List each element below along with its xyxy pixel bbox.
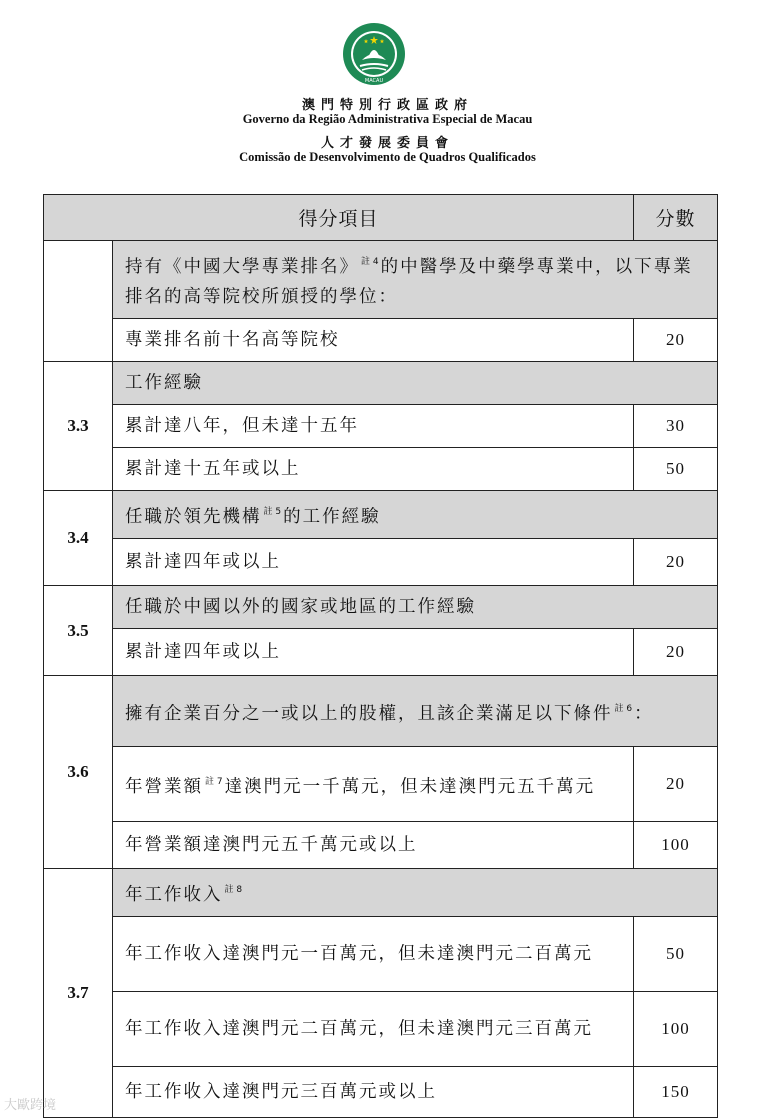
column-header-score: 分數 xyxy=(634,195,718,241)
score-value: 100 xyxy=(634,992,718,1067)
criterion-item: 年工作收入達澳門元一百萬元，但未達澳門元二百萬元 xyxy=(113,917,634,992)
table-row xyxy=(44,362,718,405)
criterion-heading: 擁有企業百分之一或以上的股權，且該企業滿足以下條件 $^{註 6}$ ： xyxy=(113,676,718,747)
section-number: 3.6 xyxy=(44,676,113,869)
column-header-item: 得分項目 xyxy=(44,195,634,241)
table-row xyxy=(44,917,718,992)
criterion-item: 累計達十五年或以上 xyxy=(113,448,634,491)
footnote-ref: 註 7 xyxy=(205,776,223,787)
table-row xyxy=(44,539,718,586)
criterion-heading: 持有《中國大學專業排名》 $^{註 4}$ 的中醫學及中藥學專業中，以下專業排名的高等院校所頒授的學位： xyxy=(113,241,718,319)
footnote-ref: 註 4 xyxy=(361,257,379,267)
score-value: 20 xyxy=(634,747,718,822)
table-row xyxy=(44,1067,718,1118)
footnote-ref: 註 5 xyxy=(263,507,282,517)
table-row xyxy=(44,869,718,917)
table-row xyxy=(44,491,718,539)
scoring-table xyxy=(43,194,718,1118)
criterion-heading: 年工作收入 $^{註 8}$ xyxy=(113,869,718,917)
department-name-portuguese: Comissão de Desenvolvimento de Quadros Qualificados xyxy=(239,150,536,164)
criterion-item: 年營業額達澳門元五千萬元或以上 xyxy=(113,822,634,869)
macau-emblem-icon xyxy=(342,22,406,86)
criterion-item: 累計達八年，但未達十五年 xyxy=(113,405,634,448)
criterion-item: 累計達四年或以上 xyxy=(113,539,634,586)
table-row xyxy=(44,676,718,747)
table-row xyxy=(44,319,718,362)
score-value: 20 xyxy=(634,629,718,676)
table-header-row xyxy=(44,195,718,241)
criterion-item: 專業排名前十名高等院校 xyxy=(113,319,634,362)
table-row xyxy=(44,586,718,629)
criterion-item: 年營業額 $^{註 7}$ 達澳門元一千萬元，但未達澳門元五千萬元 xyxy=(113,747,634,822)
criterion-item: 累計達四年或以上 xyxy=(113,629,634,676)
score-value: 20 xyxy=(634,319,718,362)
table-row xyxy=(44,448,718,491)
score-value: 30 xyxy=(634,405,718,448)
table-row xyxy=(44,405,718,448)
department-name-chinese: 人才發展委員會 xyxy=(320,136,454,151)
score-value: 20 xyxy=(634,539,718,586)
section-number: 3.4 xyxy=(44,491,113,586)
table-row xyxy=(44,822,718,869)
footnote-ref: 註 6 xyxy=(614,703,633,714)
criterion-heading: 任職於領先機構 $^{註 5}$ 的工作經驗 xyxy=(113,491,718,539)
government-name-chinese: 澳門特別行政區政府 xyxy=(301,98,473,113)
government-name-portuguese: Governo da Região Administrativa Especial de Macau xyxy=(242,112,533,126)
criterion-item: 年工作收入達澳門元三百萬元或以上 xyxy=(113,1067,634,1118)
section-number: 3.3 xyxy=(44,362,113,491)
score-value: 150 xyxy=(634,1067,718,1118)
watermark: 大歐跨境 xyxy=(4,1098,57,1113)
score-value: 50 xyxy=(634,917,718,992)
footnote-ref: 註 8 xyxy=(224,885,243,895)
criterion-item: 年工作收入達澳門元二百萬元，但未達澳門元三百萬元 xyxy=(113,992,634,1067)
criterion-heading: 工作經驗 xyxy=(113,362,718,405)
table-row xyxy=(44,992,718,1067)
section-number: 3.5 xyxy=(44,586,113,676)
emblem-label: MACAU xyxy=(364,78,384,84)
table-row xyxy=(44,629,718,676)
table-row xyxy=(44,747,718,822)
criterion-heading: 任職於中國以外的國家或地區的工作經驗 xyxy=(113,586,718,629)
section-number: 3.7 xyxy=(44,869,113,1118)
score-value: 100 xyxy=(634,822,718,869)
section-number-continued xyxy=(44,241,113,362)
score-value: 50 xyxy=(634,448,718,491)
table-row xyxy=(44,241,718,319)
